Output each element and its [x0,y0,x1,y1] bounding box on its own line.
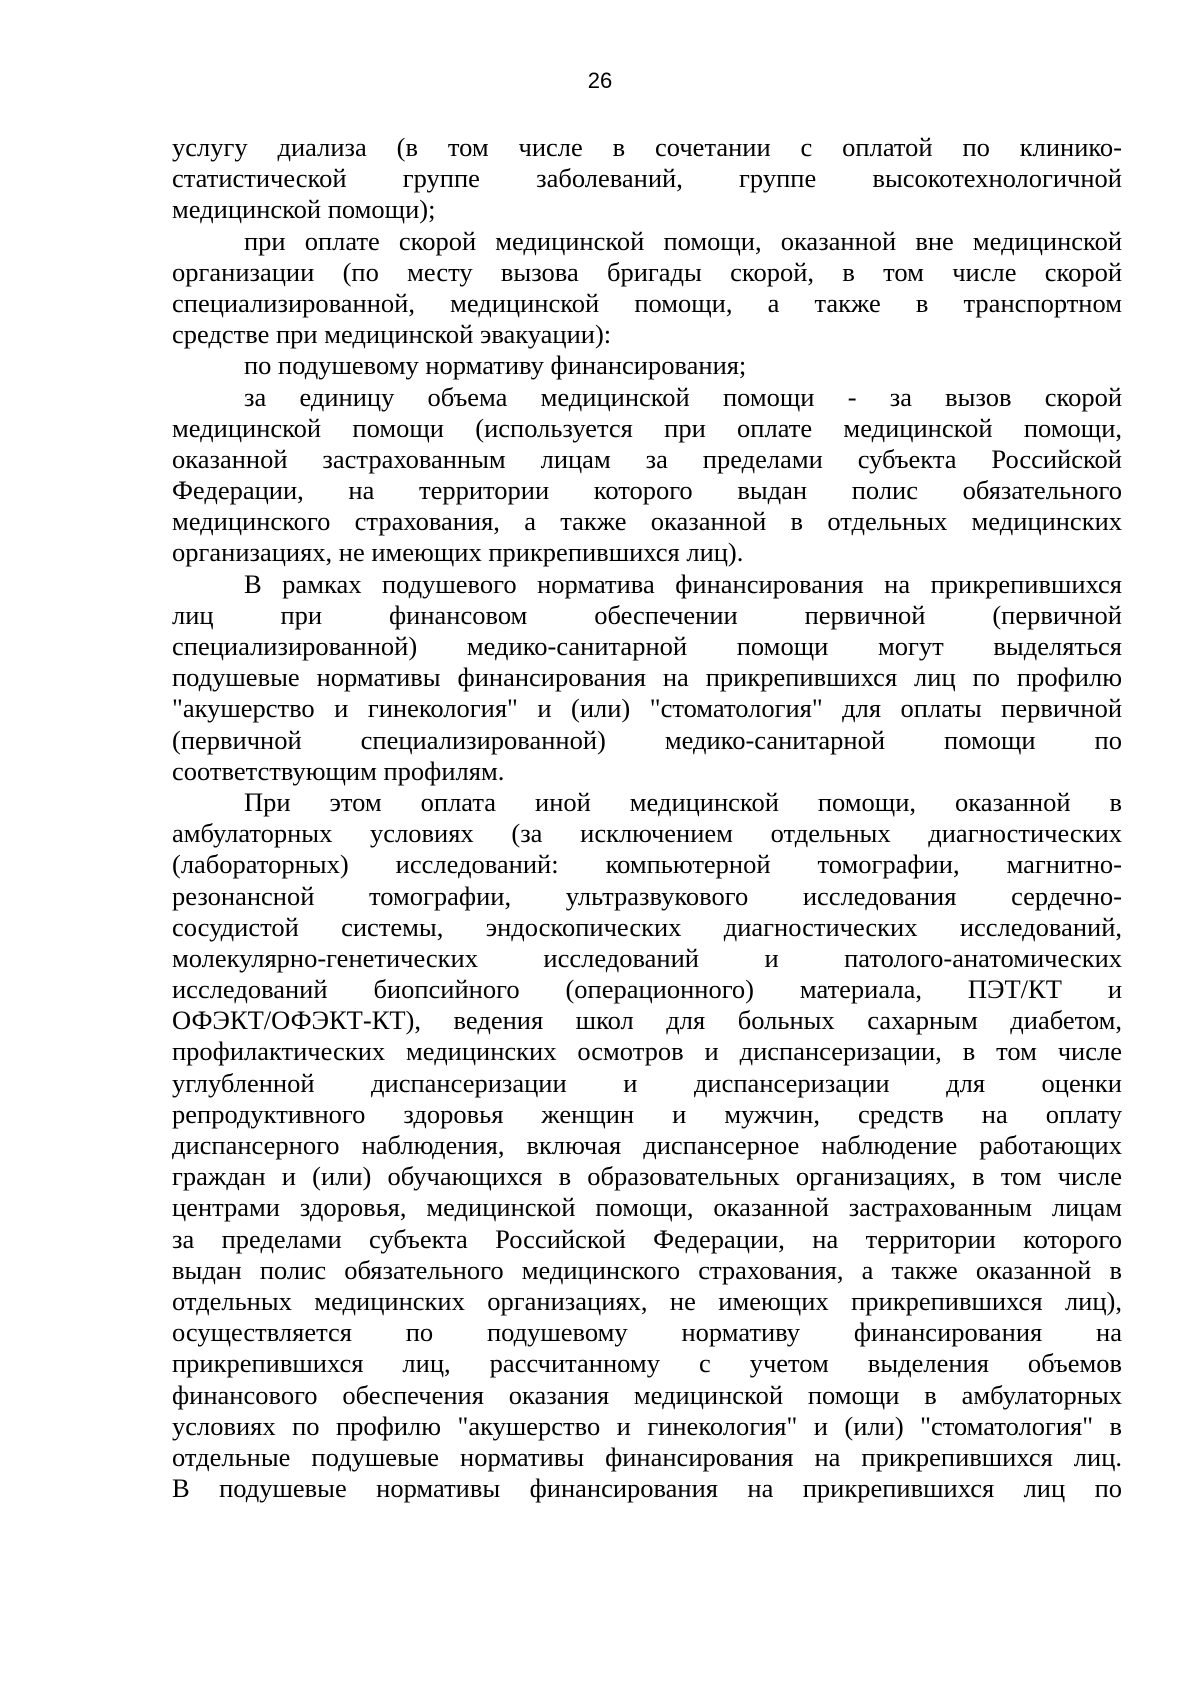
text-line: медицинской помощи (используется при оплате медицинской помощи, [172,412,1122,443]
text-line: отдельные подушевые нормативы финансирования на прикрепившихся лиц. [172,1441,1122,1472]
text-line: амбулаторных условиях (за исключением отдельных диагностических [172,818,1122,849]
text-line: В рамках подушевого норматива финансирования на прикрепившихся [244,568,1122,599]
text-line: профилактических медицинских осмотров и диспансеризации, в том числе [172,1036,1122,1067]
text-line: статистической группе заболеваний, группе высокотехнологичной [172,163,1122,194]
text-line: финансового обеспечения оказания медицинской помощи в амбулаторных [172,1379,1122,1410]
text-line: граждан и (или) обучающихся в образовательных организациях, в том числе [172,1161,1122,1192]
text-line: за единицу объема медицинской помощи - за вызов скорой [244,381,1122,412]
text-line: услугу диализа (в том числе в сочетании с оплатой по клинико- [172,132,1122,162]
text-line: репродуктивного здоровья женщин и мужчин, средств на оплату [172,1098,1122,1129]
text-line: специализированной) медико-санитарной помощи могут выделяться [172,631,1122,661]
text-line: за пределами субъекта Российской Федерации, на территории которого [172,1223,1122,1254]
text-line: средстве при медицинской эвакуации): [172,319,612,350]
text-line: (лабораторных) исследований: компьютерной томографии, магнитно- [172,849,1122,880]
text-line: лиц при финансовом обеспечении первичной (первичной [172,599,1122,630]
text-line: подушевые нормативы финансирования на прикрепившихся лиц по профилю [172,662,1122,693]
text-line: при оплате скорой медицинской помощи, оказанной вне медицинской [244,225,1122,256]
text-line: При этом оплата иной медицинской помощи, оказанной в [244,786,1122,817]
text-line: "акушерство и гинекология" и (или) "стоматология" для оплаты первичной [172,693,1122,724]
text-line: по подушевому нормативу финансирования; [244,350,747,381]
text-line: исследований биопсийного (операционного) материала, ПЭТ/КТ и [172,974,1122,1005]
text-line: специализированной, медицинской помощи, а также в транспортном [172,287,1122,318]
text-line: диспансерного наблюдения, включая диспансерное наблюдение работающих [172,1130,1122,1160]
text-line: медицинского страхования, а также оказанной в отдельных медицинских [172,506,1122,537]
text-line: осуществляется по подушевому нормативу финансирования на [172,1317,1122,1348]
text-line: условиях по профилю "акушерство и гинекология" и (или) "стоматология" в [172,1410,1122,1441]
text-line: центрами здоровья, медицинской помощи, оказанной застрахованным лицам [172,1192,1122,1223]
text-line: медицинской помощи); [172,194,436,225]
text-line: организациях, не имеющих прикрепившихся лиц). [172,537,744,568]
text-line: молекулярно-генетических исследований и патолого-анатомических [172,942,1122,973]
text-line: организации (по месту вызова бригады скорой, в том числе скорой [172,256,1122,287]
text-line: углубленной диспансеризации и диспансеризации для оценки [172,1067,1122,1098]
text-line: (первичной специализированной) медико-санитарной помощи по [172,724,1122,755]
text-line: В подушевые нормативы финансирования на прикрепившихся лиц по [172,1473,1122,1504]
text-line: оказанной застрахованным лицам за пределами субъекта Российской [172,443,1122,474]
text-line: сосудистой системы, эндоскопических диагностических исследований, [172,911,1122,942]
text-line: выдан полис обязательного медицинского страхования, а также оказанной в [172,1254,1122,1285]
text-line: соответствующим профилям. [172,755,505,786]
text-line: Федерации, на территории которого выдан полис обязательного [172,475,1122,506]
text-line: отдельных медицинских организациях, не имеющих прикрепившихся лиц), [172,1285,1122,1316]
text-line: ОФЭКТ/ОФЭКТ-КТ), ведения школ для больных сахарным диабетом, [172,1005,1122,1036]
page-number: 26 [587,68,613,93]
text-line: резонансной томографии, ультразвукового исследования сердечно- [172,880,1122,911]
body-text [172,132,1122,1504]
text-line: прикрепившихся лиц, рассчитанному с учетом выделения объемов [172,1348,1122,1379]
